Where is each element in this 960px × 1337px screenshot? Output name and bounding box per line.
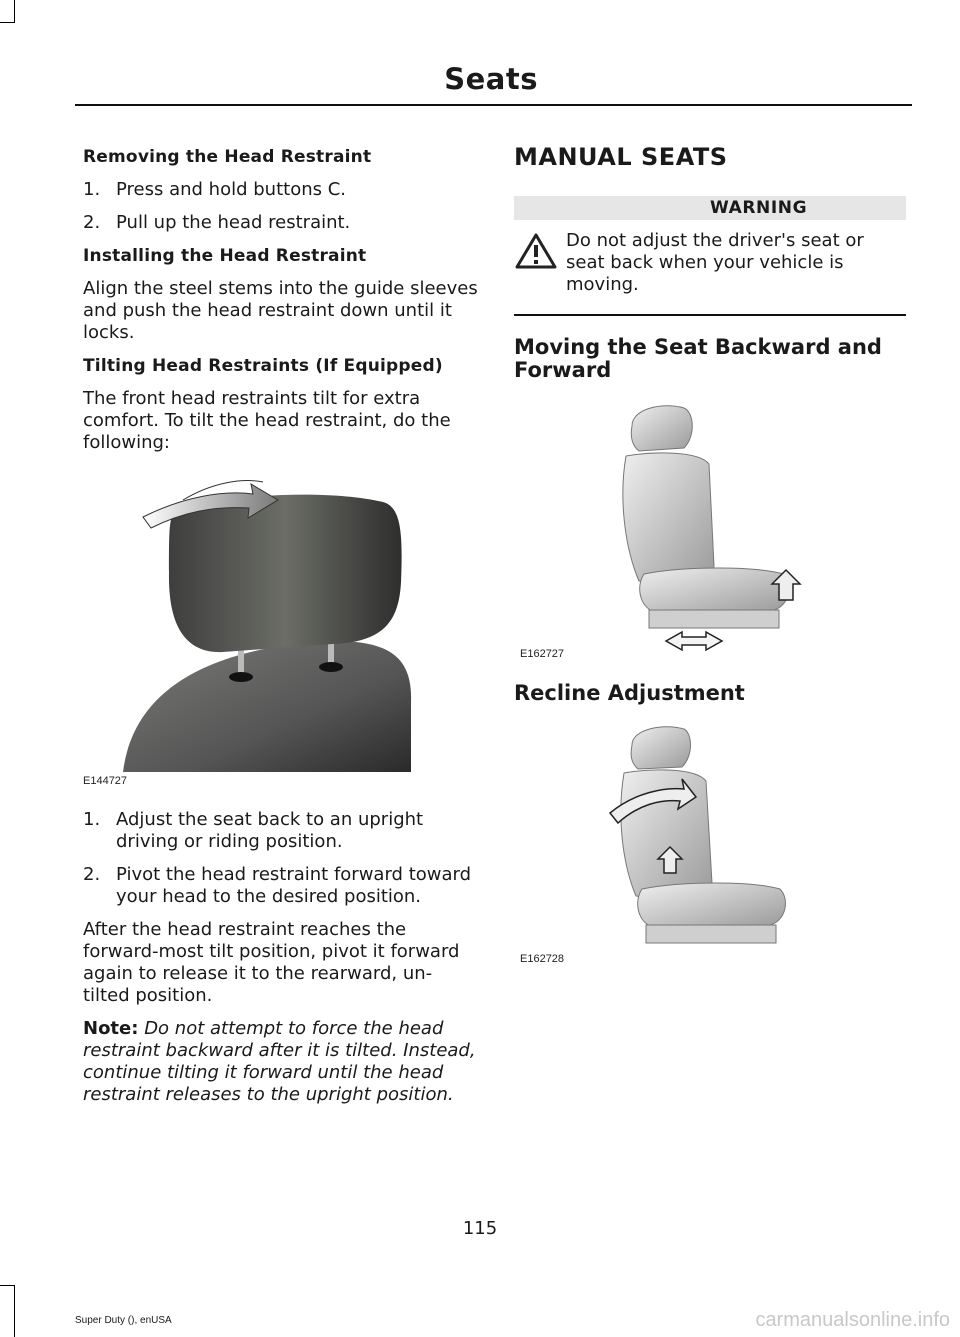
- figure-code: E144727: [83, 775, 128, 787]
- crop-mark: [0, 1285, 15, 1286]
- section-heading: MANUAL SEATS: [514, 143, 728, 171]
- list-item: 2. Pull up the head restraint.: [83, 212, 351, 233]
- list-item: 1. Press and hold buttons C.: [83, 179, 347, 200]
- note-text: Do not attempt to force the head restraint backward after it is tilted. Instead, continue tilting it forward until the head restraint releases to the upright position.: [83, 1018, 476, 1105]
- removing-heading: Removing the Head Restraint: [83, 147, 372, 167]
- figure-code: E162727: [520, 647, 565, 660]
- warning-rule: [514, 314, 906, 316]
- tilting-heading: Tilting Head Restraints (If Equipped): [83, 356, 443, 376]
- moving-heading: Moving the Seat Backward and Forward: [514, 334, 882, 382]
- watermark: carmanualsonline.info: [755, 1309, 950, 1331]
- head-restraint-illustration: [83, 472, 478, 787]
- seat-fore-aft-figure: [514, 396, 906, 666]
- note-label: Note:: [83, 1018, 139, 1039]
- figure-code: E162728: [520, 952, 565, 965]
- warning-text: Do not adjust the driver's seat or seat back when your vehicle is moving.: [566, 230, 864, 295]
- page-header-title: Seats: [444, 62, 538, 96]
- seat-recline-illustration: [514, 723, 906, 973]
- tilting-steps: [83, 809, 478, 908]
- list-item: 1. Adjust the seat back to an upright driving or riding position.: [83, 809, 424, 852]
- footer-text: Super Duty (), enUSA: [75, 1315, 172, 1326]
- head-restraint-figure: [83, 472, 478, 787]
- page-number: 115: [462, 1218, 498, 1239]
- list-item: 2. Pivot the head restraint forward toward your head to the desired position.: [83, 864, 472, 907]
- after-text: After the head restraint reaches the forward-most tilt position, pivot it forward again to release it to the rearward, un-tilted position.: [83, 919, 460, 1006]
- warning-band: WARNING: [514, 196, 906, 220]
- crop-mark: [14, 1285, 15, 1337]
- tilting-text: The front head restraints tilt for extra comfort. To tilt the head restraint, do the following:: [83, 388, 451, 453]
- installing-text: Align the steel stems into the guide sleeves and push the head restraint down until it locks.: [83, 278, 478, 343]
- warning-row: [514, 230, 906, 296]
- header-rule: [75, 104, 912, 106]
- left-column: [83, 146, 478, 1106]
- right-column: [514, 143, 906, 973]
- recline-heading: Recline Adjustment: [514, 680, 745, 705]
- crop-mark: [14, 0, 15, 22]
- removing-steps: [83, 179, 478, 234]
- note: [83, 1018, 478, 1106]
- seat-fore-aft-illustration: [514, 396, 906, 666]
- crop-mark: [0, 22, 15, 23]
- seat-recline-figure: [514, 723, 906, 973]
- warning-triangle-icon: [514, 230, 566, 296]
- installing-heading: Installing the Head Restraint: [83, 246, 367, 266]
